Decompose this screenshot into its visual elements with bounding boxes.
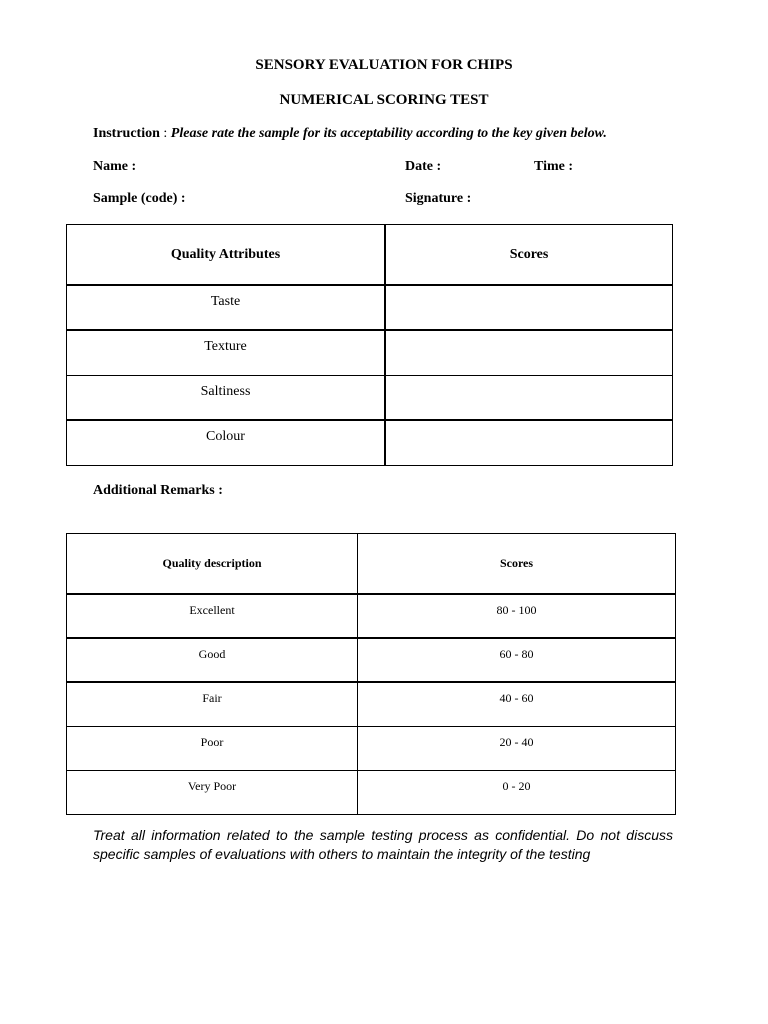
description-cell: Excellent [67,594,358,638]
table-row [67,594,676,638]
description-cell: Very Poor [67,770,358,814]
attribute-cell: Texture [67,330,386,375]
quality-key-table [66,533,676,815]
table-row [67,638,676,682]
time-field-label: Time : [534,159,574,174]
table-row [67,375,673,420]
description-cell: Fair [67,682,358,726]
range-cell: 60 - 80 [358,638,676,682]
range-cell: 0 - 20 [358,770,676,814]
page-title: SENSORY EVALUATION FOR CHIPS [255,57,513,73]
column-header-quality-description: Quality description [67,534,358,595]
attribute-cell: Colour [67,420,386,465]
column-header-scores: Scores [358,534,676,595]
score-input-cell[interactable] [385,330,673,375]
instruction-text: Please rate the sample for its acceptability according to the key given below. [170,126,607,141]
instruction-line [93,126,607,142]
attribute-cell: Saltiness [67,375,386,420]
description-cell: Good [67,638,358,682]
score-input-cell[interactable] [385,375,673,420]
instruction-label: Instruction [93,126,160,141]
table-row [67,330,673,375]
table-header-row [67,225,673,286]
sample-code-field-label: Sample (code) : [93,191,186,206]
page-subtitle: NUMERICAL SCORING TEST [279,92,489,108]
instruction-separator: : [159,126,171,141]
additional-remarks-label: Additional Remarks : [93,483,223,498]
signature-field-label: Signature : [405,191,472,206]
date-field-label: Date : [405,159,442,174]
score-input-cell[interactable] [385,420,673,465]
column-header-quality-attributes: Quality Attributes [67,225,386,286]
table-row [67,682,676,726]
range-cell: 20 - 40 [358,726,676,770]
table-row [67,420,673,465]
confidentiality-note: Treat all information related to the sample testing process as confidential. Do not discuss specific samples of evaluations with others to maintain the integrity of the testing [93,827,673,862]
column-header-scores: Scores [385,225,673,286]
table-header-row [67,534,676,595]
score-input-cell[interactable] [385,285,673,330]
description-cell: Poor [67,726,358,770]
table-row [67,770,676,814]
range-cell: 40 - 60 [358,682,676,726]
table-row [67,285,673,330]
table-row [67,726,676,770]
name-field-label: Name : [93,159,137,174]
range-cell: 80 - 100 [358,594,676,638]
attribute-cell: Taste [67,285,386,330]
scoring-table [66,224,673,466]
